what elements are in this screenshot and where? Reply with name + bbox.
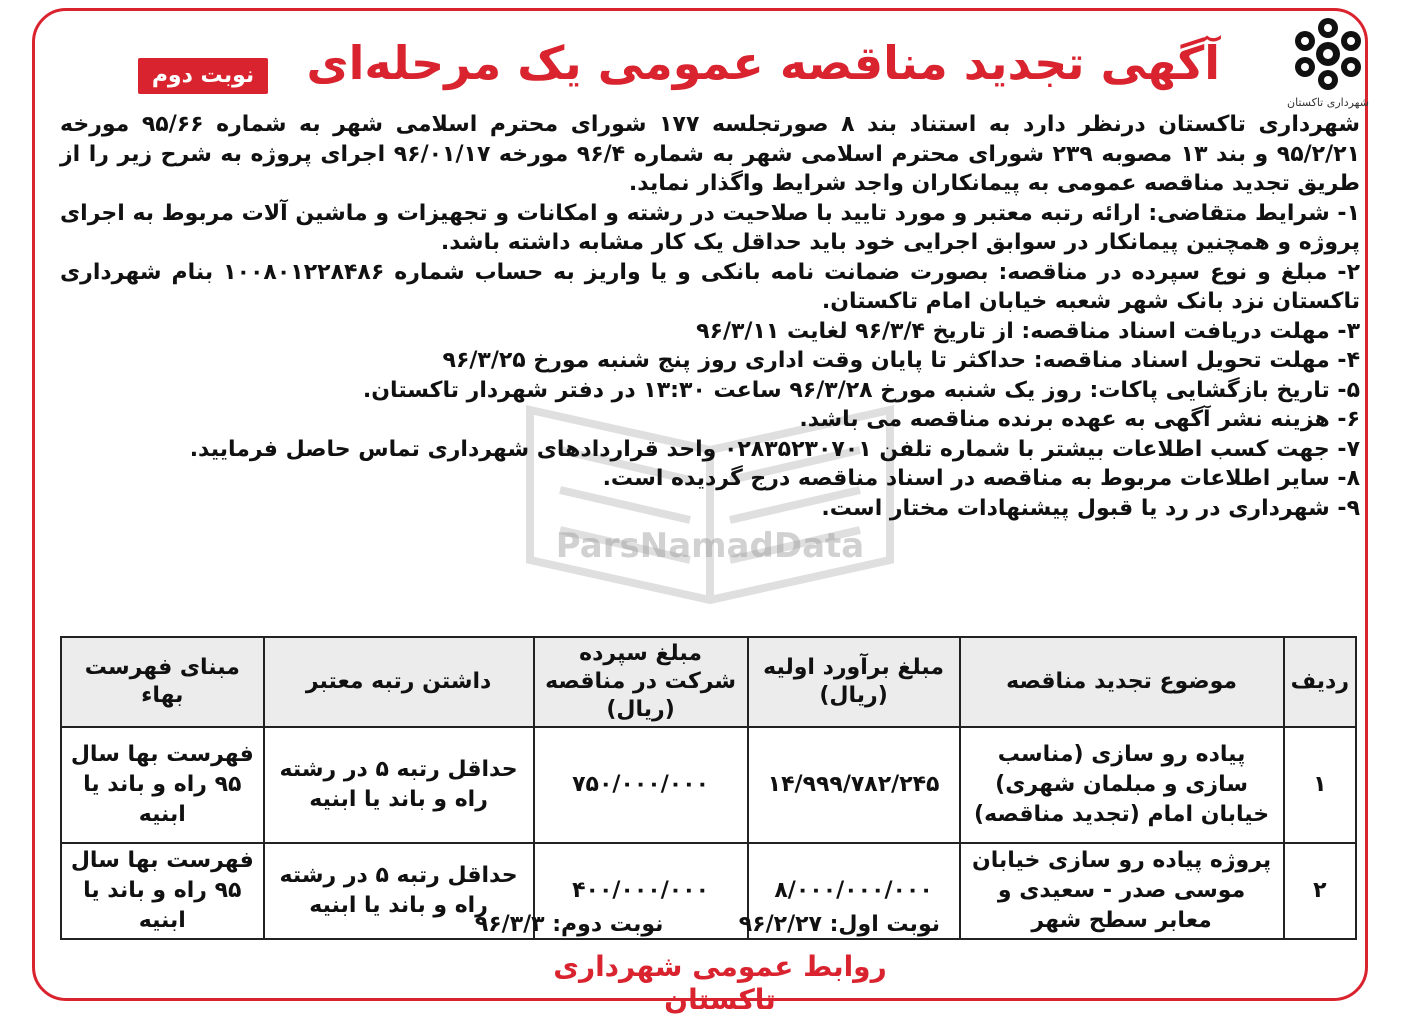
clause-1: ۱- شرایط متقاضی: ارائه رتبه معتبر و مورد تایید با صلاحیت در رشته و امکانات و تجهیزات و ماشین آلات مربوط به اجرای پروژه و همچنین پیمانکار در سوابق اجرایی خود باید حداقل یک کار مشابه داشته باشد. [60,200,1360,255]
header-estimate: مبلغ برآورد اولیه (ریال) [748,637,960,727]
row-price-basis: فهرست بها سال ۹۵ راه و باند یا ابنیه [61,843,264,939]
round-badge: نوبت دوم [138,58,268,94]
notice-title: آگهی تجدید مناقصه عمومی یک مرحله‌ای [306,36,1220,90]
watermark-brand: ParsNamadData [555,526,865,566]
clause-4: ۴- مهلت تحویل اسناد مناقصه: حداکثر تا پایان وقت اداری روز پنج شنبه مورخ ۹۶/۳/۲۵ [442,348,1360,373]
second-round-date: نوبت دوم: ۹۶/۳/۳ [474,912,664,937]
row-estimate: ۸/۰۰۰/۰۰۰/۰۰۰ [748,843,960,939]
table-row [61,727,1356,843]
row-price-basis: فهرست بها سال ۹۵ راه و باند یا ابنیه [61,727,264,843]
row-grade: حداقل رتبه ۵ در رشته راه و باند یا ابنیه [264,843,534,939]
header-subject: موضوع تجدید مناقصه [960,637,1284,727]
header-deposit: مبلغ سپرده شرکت در مناقصه (ریال) [534,637,748,727]
header-no: ردیف [1284,637,1356,727]
row-subject: پیاده رو سازی (مناسب سازی و مبلمان شهری) خیابان امام (تجدید مناقصه) [960,727,1284,843]
intro-paragraph: شهرداری تاکستان درنظر دارد به استناد بند ۸ صورتجلسه ۱۷۷ شورای محترم اسلامی شهر به شماره ۹۵/۶۶ مورخه ۹۵/۲/۲۱ و بند ۱۳ مصوبه ۲۳۹ شورای محترم اسلامی شهر به شماره ۹۶/۴ مورخه ۹۶/۰۱/۱۷ اجرای پروژه به شرح زیر را از طریق تجدید مناقصه عمومی به پیمانکاران واجد شرایط واگذار نماید. [60,112,1361,196]
tender-table [60,636,1357,940]
table-header-row [61,637,1356,727]
clause-8: ۸- سایر اطلاعات مربوط به مناقصه در اسناد مناقصه درج گردیده است. [602,466,1360,491]
notice-body [60,110,1360,523]
first-round-date: نوبت اول: ۹۶/۲/۲۷ [738,912,940,937]
row-estimate: ۱۴/۹۹۹/۷۸۲/۲۴۵ [748,727,960,843]
clause-6: ۶- هزینه نشر آگهی به عهده برنده مناقصه می باشد. [799,407,1360,432]
row-subject: پروژه پیاده رو سازی خیابان موسی صدر - سعیدی و معابر سطح شهر [960,843,1284,939]
row-grade: حداقل رتبه ۵ در رشته راه و باند یا ابنیه [264,727,534,843]
clause-7: ۷- جهت کسب اطلاعات بیشتر با شماره تلفن ۰۲۸۳۵۲۳۰۷۰۱ واحد قراردادهای شهرداری تماس حاصل فرمایید. [189,436,1360,462]
row-no: ۲ [1284,843,1356,939]
clause-5: ۵- تاریخ بازگشایی پاکات: روز یک شنبه مورخ ۹۶/۳/۲۸ ساعت ۱۳:۳۰ در دفتر شهردار تاکستان. [362,377,1360,403]
clause-2: ۲- مبلغ و نوع سپرده در مناقصه: بصورت ضمانت نامه بانکی و یا واریز به حساب شماره ۱۰۰۸۰۱۲۲۸۴۸۶ بنام شهرداری تاکستان نزد بانک شهر شعبه خیابان امام تاکستان. [60,259,1361,314]
clause-3: ۳- مهلت دریافت اسناد مناقصه: از تاریخ ۹۶/۳/۴ لغایت ۹۶/۳/۱۱ [696,318,1360,344]
header-price-basis: مبنای فهرست بهاء [61,637,264,727]
clause-9: ۹- شهرداری در رد یا قبول پیشنهادات مختار است. [821,495,1360,521]
row-deposit: ۷۵۰/۰۰۰/۰۰۰ [534,727,748,843]
publication-dates [474,912,940,937]
public-relations-signature: روابط عمومی شهرداری تاکستان [553,950,887,1016]
row-no: ۱ [1284,727,1356,843]
header-grade: داشتن رتبه معتبر [264,637,534,727]
row-deposit: ۴۰۰/۰۰۰/۰۰۰ [534,843,748,939]
logo-caption: شهرداری تاکستان [1287,96,1369,109]
